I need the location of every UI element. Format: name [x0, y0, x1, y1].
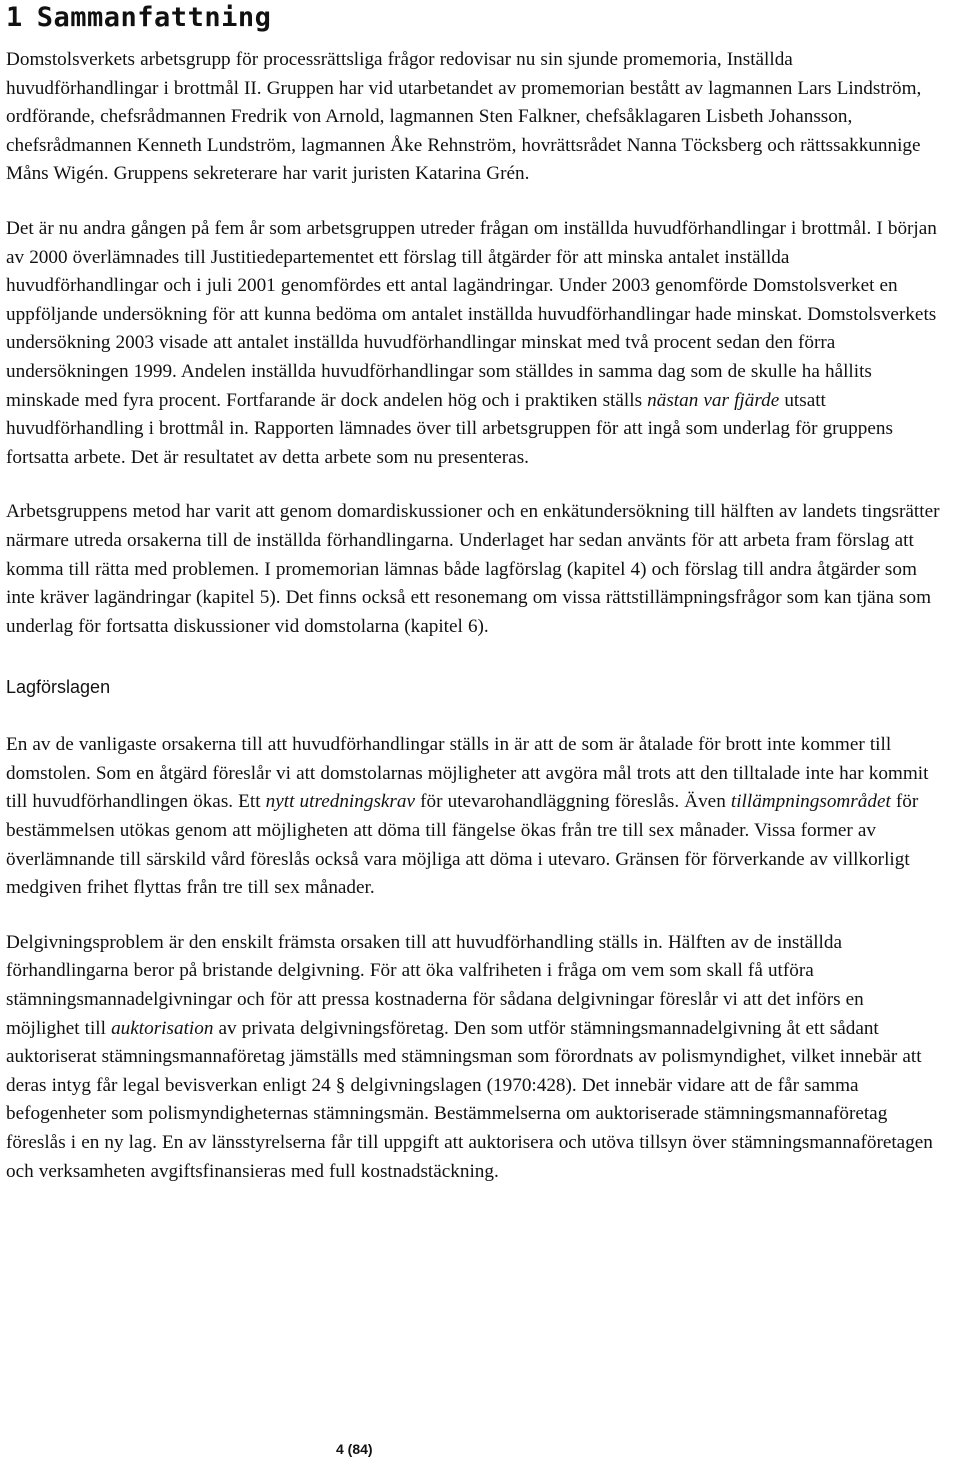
chapter-title: Sammanfattning	[36, 2, 272, 33]
chapter-number: 1	[6, 2, 23, 33]
paragraph-method: Arbetsgruppens metod har varit att genom domardiskussioner och en enkätundersökning till hälften av landets tingsrätter närmare utreda orsakerna till de inställda förhandlingarna. Underlaget har sedan använts för att arbeta fram förslag att komma till rätta med problemen. I promemorian lämnas både lagförslag (kapitel 4) och förslag till andra åtgärder som inte kräver lagändringar (kapitel 5). Det finns också ett resonemang om vissa rättstillämpningsfrågor som kan tjäna som underlag för fortsatta diskussioner vid domstolarna (kapitel 6).	[6, 501, 940, 637]
paragraph-working-group: Domstolsverkets arbetsgrupp för processrättsliga frågor redovisar nu sin sjunde promemoria, Inställda huvudförhandlingar i brottmål II. Gruppen har vid utarbetandet av promemorian bestått av lagmannen Lars Lindström, ordförande, chefsrådmannen Fredrik von Arnold, lagmannen Sten Falkner, chefsåklagaren Lisbeth Johansson, chefsrådmannen Kenneth Lundström, lagmannen Åke Rehnström, hovrättsrådet Nanna Töcksberg och rättssakkunnige Måns Wigén. Gruppens sekreterare har varit juristen Katarina Grén.	[6, 49, 922, 185]
paragraph-absent-text-c: för bestämmelsen utökas genom att möjligheten att döma till fängelse ökas från tre till sex månader. Vissa former av överlämnande till särskild vård föreslås också vara möjliga att döma i utevaro. Gränsen för förverkande av villkorligt medgiven frihet flyttas från tre till sex månader.	[6, 791, 919, 899]
emphasis-nastan-var-fjarde: nästan var fjärde	[647, 389, 780, 411]
paragraph-absent-text-b: för utevarohandläggning föreslås. Även	[415, 791, 731, 813]
page-number-footer: 4 (84)	[336, 1441, 373, 1457]
emphasis-auktorisation: auktorisation	[111, 1017, 214, 1039]
paragraph-absent-defendants	[6, 731, 942, 903]
chapter-heading	[6, 1, 942, 35]
paragraph-service-problems	[6, 929, 942, 1186]
section-heading-lagforslagen: Lagförslagen	[6, 677, 111, 698]
paragraph-background	[6, 215, 942, 472]
document-page	[6, 0, 942, 1186]
paragraph-background-text-a: Det är nu andra gången på fem år som arbetsgruppen utreder frågan om inställda huvudförhandlingar i brottmål. I början av 2000 överlämnades till Justitiedepartementet ett förslag till åtgärder för att minska antalet inställda huvudförhandlingar och i juli 2001 genomfördes ett antal lagändringar. Under 2003 genomförde Domstolsverket en uppföljande undersökning för att kunna bedöma om antalet inställda huvudförhandlingar hade minskat. Domstolsverkets undersökning 2003 visade att antalet inställda huvudförhandlingar minskat med två procent sedan den förra undersökningen 1999. Andelen inställda huvudförhandlingar som ställdes in samma dag som de skulle ha hållits minskade med fyra procent. Fortfarande är dock andelen hög och i praktiken ställs	[6, 217, 937, 411]
emphasis-tillampningsomradet: tillämpningsområdet	[730, 791, 891, 813]
paragraph-background-text-b: utsatt huvudförhandling i brottmål in. Rapporten lämnades över till arbetsgruppen för att ingå som underlag för gruppens fortsatta arbete. Det är resultatet av detta arbete som nu presenteras.	[6, 389, 893, 468]
paragraph-absent-text-a: En av de vanligaste orsakerna till att huvudförhandlingar ställs in är att de som är åtalade för brott inte kommer till domstolen. Som en åtgärd föreslår vi att domstolarnas möjligheter att avgöra mål trots att den tilltalade inte har kommit till huvudförhandlingen ökas. Ett	[6, 734, 929, 813]
emphasis-nytt-utredningskrav: nytt utredningskrav	[265, 791, 416, 813]
paragraph-service-text-a: Delgivningsproblem är den enskilt främsta orsaken till att huvudförhandling ställs in. Hälften av de inställda förhandlingarna beror på bristande delgivning. För att öka valfriheten i fråga om vem som skall få utföra stämningsmannadelgivningar och för att pressa kostnaderna för sådana delgivningar föreslår vi att det införs en möjlighet till	[6, 931, 864, 1039]
paragraph-service-text-b: av privata delgivningsföretag. Den som utför stämningsmannadelgivning åt ett sådant auktoriserat stämningsmannaföretag jämställs med stämningsman som förordnats av polismyndighet, vilket innebär att deras intyg får legal bevisverkan enligt 24 § delgivningslagen (1970:428). Det innebär vidare att de får samma befogenheter som polismyndigheternas stämningsmän. Bestämmelserna om auktoriserade stämningsmannaföretag föreslås i en ny lag. En av länsstyrelserna får till uppgift att auktorisera och utöva tillsyn över stämningsmannaföretagen och verksamheten avgiftsfinansieras med full kostnadstäckning.	[6, 1017, 933, 1182]
